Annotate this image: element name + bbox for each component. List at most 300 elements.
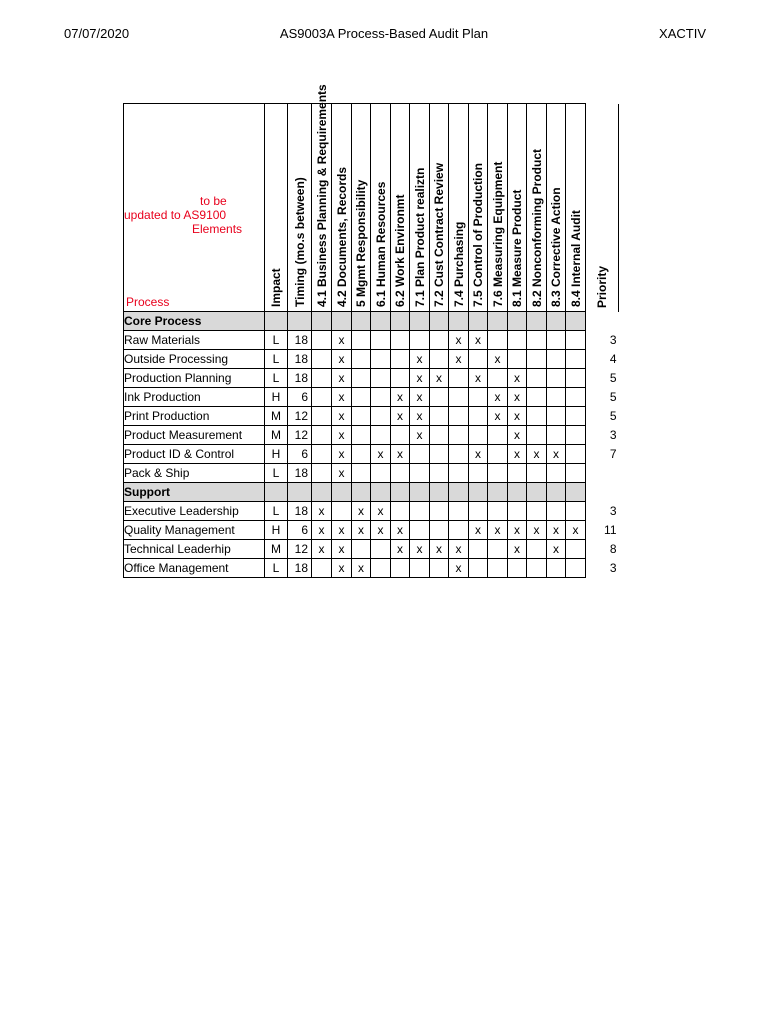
update-note-line: to be bbox=[200, 194, 227, 208]
element-mark-cell bbox=[391, 350, 410, 369]
element-mark-cell bbox=[449, 426, 469, 445]
timing-cell: 12 bbox=[288, 407, 312, 426]
element-mark-cell bbox=[371, 464, 391, 483]
element-mark-cell bbox=[352, 445, 371, 464]
element-mark-cell: x bbox=[352, 559, 371, 578]
element-mark-cell: x bbox=[371, 502, 391, 521]
element-mark-cell bbox=[371, 331, 391, 350]
section-cell bbox=[371, 483, 391, 502]
element-mark-cell: x bbox=[312, 540, 332, 559]
element-column-label: 4.2 Documents, Records bbox=[334, 166, 349, 307]
element-column-header bbox=[332, 104, 352, 312]
element-mark-cell bbox=[391, 426, 410, 445]
element-mark-cell bbox=[547, 502, 566, 521]
process-column-header bbox=[124, 104, 265, 312]
element-column-label: 7.1 Plan Product realiztn bbox=[412, 167, 427, 307]
element-mark-cell: x bbox=[410, 388, 430, 407]
element-mark-cell bbox=[469, 407, 488, 426]
element-mark-cell bbox=[527, 559, 547, 578]
element-mark-cell: x bbox=[508, 407, 527, 426]
element-mark-cell bbox=[469, 388, 488, 407]
element-mark-cell bbox=[547, 369, 566, 388]
element-mark-cell bbox=[371, 350, 391, 369]
element-mark-cell bbox=[352, 464, 371, 483]
element-mark-cell: x bbox=[508, 388, 527, 407]
process-row bbox=[124, 445, 619, 464]
element-mark-cell: x bbox=[566, 521, 586, 540]
timing-cell: 18 bbox=[288, 350, 312, 369]
element-mark-cell bbox=[547, 426, 566, 445]
section-cell bbox=[508, 312, 527, 331]
element-mark-cell bbox=[527, 426, 547, 445]
element-mark-cell bbox=[566, 464, 586, 483]
element-mark-cell bbox=[430, 445, 449, 464]
element-mark-cell bbox=[547, 407, 566, 426]
element-mark-cell bbox=[469, 350, 488, 369]
element-mark-cell bbox=[371, 559, 391, 578]
element-mark-cell: x bbox=[449, 540, 469, 559]
element-mark-cell bbox=[469, 502, 488, 521]
priority-cell: 3 bbox=[609, 333, 617, 347]
element-mark-cell: x bbox=[449, 350, 469, 369]
element-mark-cell: x bbox=[469, 521, 488, 540]
process-row bbox=[124, 407, 619, 426]
element-mark-cell bbox=[449, 464, 469, 483]
impact-cell: H bbox=[265, 521, 288, 540]
element-mark-cell: x bbox=[469, 369, 488, 388]
element-mark-cell: x bbox=[332, 464, 352, 483]
element-mark-cell: x bbox=[391, 521, 410, 540]
element-mark-cell: x bbox=[508, 369, 527, 388]
timing-column-header bbox=[288, 104, 312, 312]
element-column-label: 8.1 Measure Product bbox=[510, 189, 524, 307]
impact-cell: H bbox=[265, 445, 288, 464]
element-mark-cell bbox=[391, 331, 410, 350]
header-company: XACTIV bbox=[659, 26, 706, 41]
element-column-label: 7.4 Purchasing bbox=[451, 221, 466, 307]
section-cell bbox=[469, 483, 488, 502]
element-mark-cell: x bbox=[488, 521, 508, 540]
element-mark-cell bbox=[566, 388, 586, 407]
element-mark-cell: x bbox=[547, 540, 566, 559]
element-mark-cell: x bbox=[508, 540, 527, 559]
process-row bbox=[124, 388, 619, 407]
element-mark-cell bbox=[371, 388, 391, 407]
element-mark-cell: x bbox=[488, 407, 508, 426]
element-column-header bbox=[371, 104, 391, 312]
section-cell bbox=[332, 312, 352, 331]
element-mark-cell bbox=[332, 502, 352, 521]
element-mark-cell bbox=[469, 426, 488, 445]
element-mark-cell: x bbox=[449, 559, 469, 578]
impact-cell: M bbox=[265, 426, 288, 445]
element-mark-cell bbox=[488, 331, 508, 350]
section-cell bbox=[508, 483, 527, 502]
element-mark-cell: x bbox=[391, 407, 410, 426]
priority-cell bbox=[586, 483, 619, 502]
element-mark-cell: x bbox=[410, 426, 430, 445]
element-column-label: 8.2 Nonconforming Product bbox=[529, 148, 544, 307]
element-mark-cell bbox=[469, 464, 488, 483]
process-name: Executive Leadership bbox=[124, 502, 265, 521]
element-mark-cell bbox=[508, 331, 527, 350]
element-mark-cell bbox=[488, 559, 508, 578]
element-mark-cell bbox=[430, 521, 449, 540]
element-mark-cell bbox=[391, 464, 410, 483]
element-mark-cell: x bbox=[312, 502, 332, 521]
element-mark-cell: x bbox=[332, 559, 352, 578]
impact-cell: L bbox=[265, 369, 288, 388]
element-mark-cell bbox=[352, 369, 371, 388]
element-mark-cell: x bbox=[508, 426, 527, 445]
timing-cell: 18 bbox=[288, 369, 312, 388]
element-column-label: 8.3 Corrective Action bbox=[549, 187, 563, 307]
element-mark-cell bbox=[566, 426, 586, 445]
process-row bbox=[124, 559, 619, 578]
element-mark-cell bbox=[488, 369, 508, 388]
priority-column-header bbox=[586, 104, 619, 312]
section-cell bbox=[547, 312, 566, 331]
element-mark-cell bbox=[527, 388, 547, 407]
section-title: Core Process bbox=[124, 312, 265, 331]
section-cell bbox=[352, 483, 371, 502]
element-mark-cell: x bbox=[527, 445, 547, 464]
process-name: Quality Management bbox=[124, 521, 265, 540]
element-mark-cell: x bbox=[547, 445, 566, 464]
priority-cell: 5 bbox=[609, 409, 617, 423]
element-mark-cell: x bbox=[488, 350, 508, 369]
element-mark-cell bbox=[508, 464, 527, 483]
element-mark-cell bbox=[527, 464, 547, 483]
section-cell bbox=[391, 312, 410, 331]
element-mark-cell bbox=[430, 502, 449, 521]
section-cell bbox=[527, 312, 547, 331]
element-mark-cell: x bbox=[410, 350, 430, 369]
element-mark-cell: x bbox=[449, 331, 469, 350]
section-cell bbox=[288, 312, 312, 331]
section-row bbox=[124, 312, 619, 331]
process-row bbox=[124, 502, 619, 521]
element-mark-cell: x bbox=[508, 445, 527, 464]
priority-cell: 5 bbox=[609, 390, 617, 404]
element-mark-cell: x bbox=[332, 521, 352, 540]
section-cell bbox=[469, 312, 488, 331]
section-cell bbox=[488, 483, 508, 502]
process-row bbox=[124, 331, 619, 350]
element-mark-cell bbox=[449, 521, 469, 540]
element-column-label: 7.2 Cust Contract Review bbox=[432, 162, 446, 307]
element-mark-cell bbox=[488, 502, 508, 521]
section-cell bbox=[449, 312, 469, 331]
element-mark-cell bbox=[508, 559, 527, 578]
section-cell bbox=[410, 312, 430, 331]
timing-cell: 12 bbox=[288, 540, 312, 559]
element-mark-cell bbox=[527, 350, 547, 369]
process-row bbox=[124, 521, 619, 540]
element-mark-cell bbox=[312, 407, 332, 426]
element-mark-cell bbox=[469, 540, 488, 559]
element-column-header bbox=[547, 104, 566, 312]
section-cell bbox=[265, 483, 288, 502]
column-header-row bbox=[124, 104, 619, 312]
element-mark-cell: x bbox=[430, 540, 449, 559]
process-column-label: Process bbox=[126, 295, 170, 309]
element-mark-cell bbox=[371, 369, 391, 388]
element-mark-cell bbox=[488, 445, 508, 464]
timing-cell: 18 bbox=[288, 464, 312, 483]
element-mark-cell: x bbox=[469, 331, 488, 350]
process-name: Raw Materials bbox=[124, 331, 265, 350]
section-cell bbox=[488, 312, 508, 331]
element-mark-cell bbox=[312, 426, 332, 445]
element-mark-cell bbox=[449, 445, 469, 464]
process-name: Ink Production bbox=[124, 388, 265, 407]
element-mark-cell bbox=[488, 426, 508, 445]
element-column-header bbox=[391, 104, 410, 312]
element-mark-cell bbox=[508, 502, 527, 521]
element-mark-cell bbox=[566, 350, 586, 369]
section-cell bbox=[527, 483, 547, 502]
element-mark-cell bbox=[527, 331, 547, 350]
process-row bbox=[124, 426, 619, 445]
priority-cell: 11 bbox=[604, 523, 617, 537]
process-name: Outside Processing bbox=[124, 350, 265, 369]
element-mark-cell bbox=[430, 350, 449, 369]
element-mark-cell bbox=[527, 502, 547, 521]
element-column-header bbox=[410, 104, 430, 312]
priority-cell bbox=[586, 464, 619, 483]
element-mark-cell: x bbox=[410, 540, 430, 559]
element-mark-cell bbox=[547, 331, 566, 350]
element-mark-cell bbox=[449, 407, 469, 426]
element-mark-cell: x bbox=[527, 521, 547, 540]
element-mark-cell bbox=[312, 369, 332, 388]
element-mark-cell: x bbox=[352, 502, 371, 521]
element-mark-cell: x bbox=[352, 521, 371, 540]
priority-cell: 3 bbox=[609, 504, 617, 518]
element-column-label: 5 Mgmt Responsibility bbox=[354, 179, 368, 307]
element-mark-cell bbox=[430, 559, 449, 578]
header-date: 07/07/2020 bbox=[64, 26, 130, 41]
element-mark-cell bbox=[312, 445, 332, 464]
element-column-label: 7.6 Measuring Equipment bbox=[490, 161, 505, 307]
element-mark-cell bbox=[352, 331, 371, 350]
timing-column-label: Timing (mo.s between) bbox=[292, 177, 307, 307]
element-mark-cell bbox=[391, 502, 410, 521]
element-mark-cell bbox=[566, 502, 586, 521]
element-mark-cell bbox=[527, 407, 547, 426]
element-mark-cell: x bbox=[508, 521, 527, 540]
element-mark-cell bbox=[527, 540, 547, 559]
element-mark-cell bbox=[352, 350, 371, 369]
timing-cell: 18 bbox=[288, 559, 312, 578]
element-mark-cell bbox=[488, 464, 508, 483]
timing-cell: 12 bbox=[288, 426, 312, 445]
element-mark-cell bbox=[488, 540, 508, 559]
impact-cell: M bbox=[265, 540, 288, 559]
element-column-header bbox=[566, 104, 586, 312]
element-mark-cell bbox=[312, 559, 332, 578]
section-cell bbox=[391, 483, 410, 502]
section-cell bbox=[430, 312, 449, 331]
element-mark-cell: x bbox=[410, 407, 430, 426]
section-cell bbox=[265, 312, 288, 331]
impact-cell: L bbox=[265, 502, 288, 521]
impact-cell: L bbox=[265, 331, 288, 350]
process-name: Print Production bbox=[124, 407, 265, 426]
element-mark-cell bbox=[391, 559, 410, 578]
process-name: Pack & Ship bbox=[124, 464, 265, 483]
element-mark-cell: x bbox=[332, 350, 352, 369]
priority-cell: 3 bbox=[609, 428, 617, 442]
element-mark-cell bbox=[371, 426, 391, 445]
element-column-header bbox=[352, 104, 371, 312]
document-title: AS9003A Process-Based Audit Plan bbox=[279, 26, 489, 41]
element-mark-cell bbox=[430, 464, 449, 483]
section-cell bbox=[547, 483, 566, 502]
element-mark-cell: x bbox=[312, 521, 332, 540]
element-mark-cell: x bbox=[332, 445, 352, 464]
process-row bbox=[124, 369, 619, 388]
impact-cell: L bbox=[265, 559, 288, 578]
section-cell bbox=[410, 483, 430, 502]
section-cell bbox=[430, 483, 449, 502]
audit-table-body bbox=[124, 312, 619, 578]
element-mark-cell bbox=[566, 540, 586, 559]
element-mark-cell: x bbox=[547, 521, 566, 540]
timing-cell: 6 bbox=[288, 388, 312, 407]
impact-column-header bbox=[265, 104, 288, 312]
element-mark-cell: x bbox=[488, 388, 508, 407]
element-mark-cell: x bbox=[430, 369, 449, 388]
process-name: Office Management bbox=[124, 559, 265, 578]
impact-cell: L bbox=[265, 350, 288, 369]
element-column-label: 6.1 Human Resources bbox=[373, 181, 388, 307]
element-mark-cell: x bbox=[332, 407, 352, 426]
update-note-line: updated to AS9100 bbox=[124, 208, 227, 222]
element-mark-cell bbox=[371, 407, 391, 426]
element-mark-cell: x bbox=[332, 426, 352, 445]
element-mark-cell bbox=[449, 502, 469, 521]
timing-cell: 18 bbox=[288, 331, 312, 350]
element-mark-cell: x bbox=[410, 369, 430, 388]
process-name: Production Planning bbox=[124, 369, 265, 388]
impact-column-label: Impact bbox=[269, 268, 283, 307]
section-title: Support bbox=[124, 483, 265, 502]
process-name: Technical Leaderhip bbox=[124, 540, 265, 559]
element-mark-cell: x bbox=[332, 540, 352, 559]
element-mark-cell bbox=[469, 559, 488, 578]
element-mark-cell bbox=[430, 426, 449, 445]
element-mark-cell bbox=[410, 464, 430, 483]
priority-column-label: Priority bbox=[595, 265, 609, 308]
element-column-header bbox=[488, 104, 508, 312]
element-mark-cell bbox=[547, 559, 566, 578]
element-mark-cell bbox=[566, 331, 586, 350]
priority-cell bbox=[586, 312, 619, 331]
element-mark-cell: x bbox=[332, 388, 352, 407]
process-name: Product ID & Control bbox=[124, 445, 265, 464]
priority-cell: 5 bbox=[609, 371, 617, 385]
timing-cell: 6 bbox=[288, 521, 312, 540]
element-mark-cell: x bbox=[371, 521, 391, 540]
element-mark-cell bbox=[547, 464, 566, 483]
impact-cell: L bbox=[265, 464, 288, 483]
element-mark-cell bbox=[508, 350, 527, 369]
process-row bbox=[124, 540, 619, 559]
element-mark-cell: x bbox=[332, 369, 352, 388]
element-column-header bbox=[449, 104, 469, 312]
element-mark-cell bbox=[547, 350, 566, 369]
process-name: Product Measurement bbox=[124, 426, 265, 445]
element-mark-cell bbox=[566, 407, 586, 426]
element-mark-cell bbox=[352, 388, 371, 407]
priority-cell: 8 bbox=[609, 542, 617, 556]
element-mark-cell bbox=[410, 331, 430, 350]
element-mark-cell bbox=[430, 331, 449, 350]
element-column-header bbox=[527, 104, 547, 312]
audit-plan-table bbox=[123, 84, 619, 578]
element-column-header bbox=[508, 104, 527, 312]
element-mark-cell bbox=[430, 407, 449, 426]
element-mark-cell bbox=[352, 426, 371, 445]
element-mark-cell bbox=[352, 407, 371, 426]
element-mark-cell bbox=[312, 350, 332, 369]
element-mark-cell bbox=[410, 521, 430, 540]
element-mark-cell: x bbox=[391, 540, 410, 559]
element-mark-cell bbox=[371, 540, 391, 559]
priority-cell: 7 bbox=[609, 447, 617, 461]
section-cell bbox=[312, 483, 332, 502]
section-cell bbox=[288, 483, 312, 502]
section-cell bbox=[566, 312, 586, 331]
element-mark-cell bbox=[566, 559, 586, 578]
section-cell bbox=[371, 312, 391, 331]
element-mark-cell bbox=[430, 388, 449, 407]
priority-cell: 3 bbox=[609, 561, 617, 575]
process-row bbox=[124, 464, 619, 483]
impact-cell: H bbox=[265, 388, 288, 407]
process-row bbox=[124, 350, 619, 369]
section-cell bbox=[332, 483, 352, 502]
element-mark-cell bbox=[547, 388, 566, 407]
section-cell bbox=[312, 312, 332, 331]
element-mark-cell: x bbox=[332, 331, 352, 350]
element-mark-cell bbox=[410, 502, 430, 521]
element-column-label: 4.1 Business Planning & Requirements bbox=[314, 84, 329, 307]
element-column-label: 6.2 Work Environmt bbox=[393, 194, 407, 307]
impact-cell: M bbox=[265, 407, 288, 426]
element-mark-cell bbox=[410, 559, 430, 578]
element-mark-cell: x bbox=[391, 445, 410, 464]
element-mark-cell bbox=[312, 464, 332, 483]
priority-cell: 4 bbox=[609, 352, 617, 366]
element-mark-cell bbox=[410, 445, 430, 464]
element-mark-cell bbox=[566, 369, 586, 388]
element-mark-cell: x bbox=[469, 445, 488, 464]
update-note-line: Elements bbox=[192, 222, 243, 236]
element-mark-cell: x bbox=[371, 445, 391, 464]
element-mark-cell bbox=[566, 445, 586, 464]
element-mark-cell bbox=[527, 369, 547, 388]
element-column-label: 7.5 Control of Production bbox=[471, 163, 485, 307]
element-column-header bbox=[430, 104, 449, 312]
element-mark-cell bbox=[312, 331, 332, 350]
element-mark-cell bbox=[449, 369, 469, 388]
element-mark-cell bbox=[352, 540, 371, 559]
element-mark-cell bbox=[449, 388, 469, 407]
timing-cell: 6 bbox=[288, 445, 312, 464]
